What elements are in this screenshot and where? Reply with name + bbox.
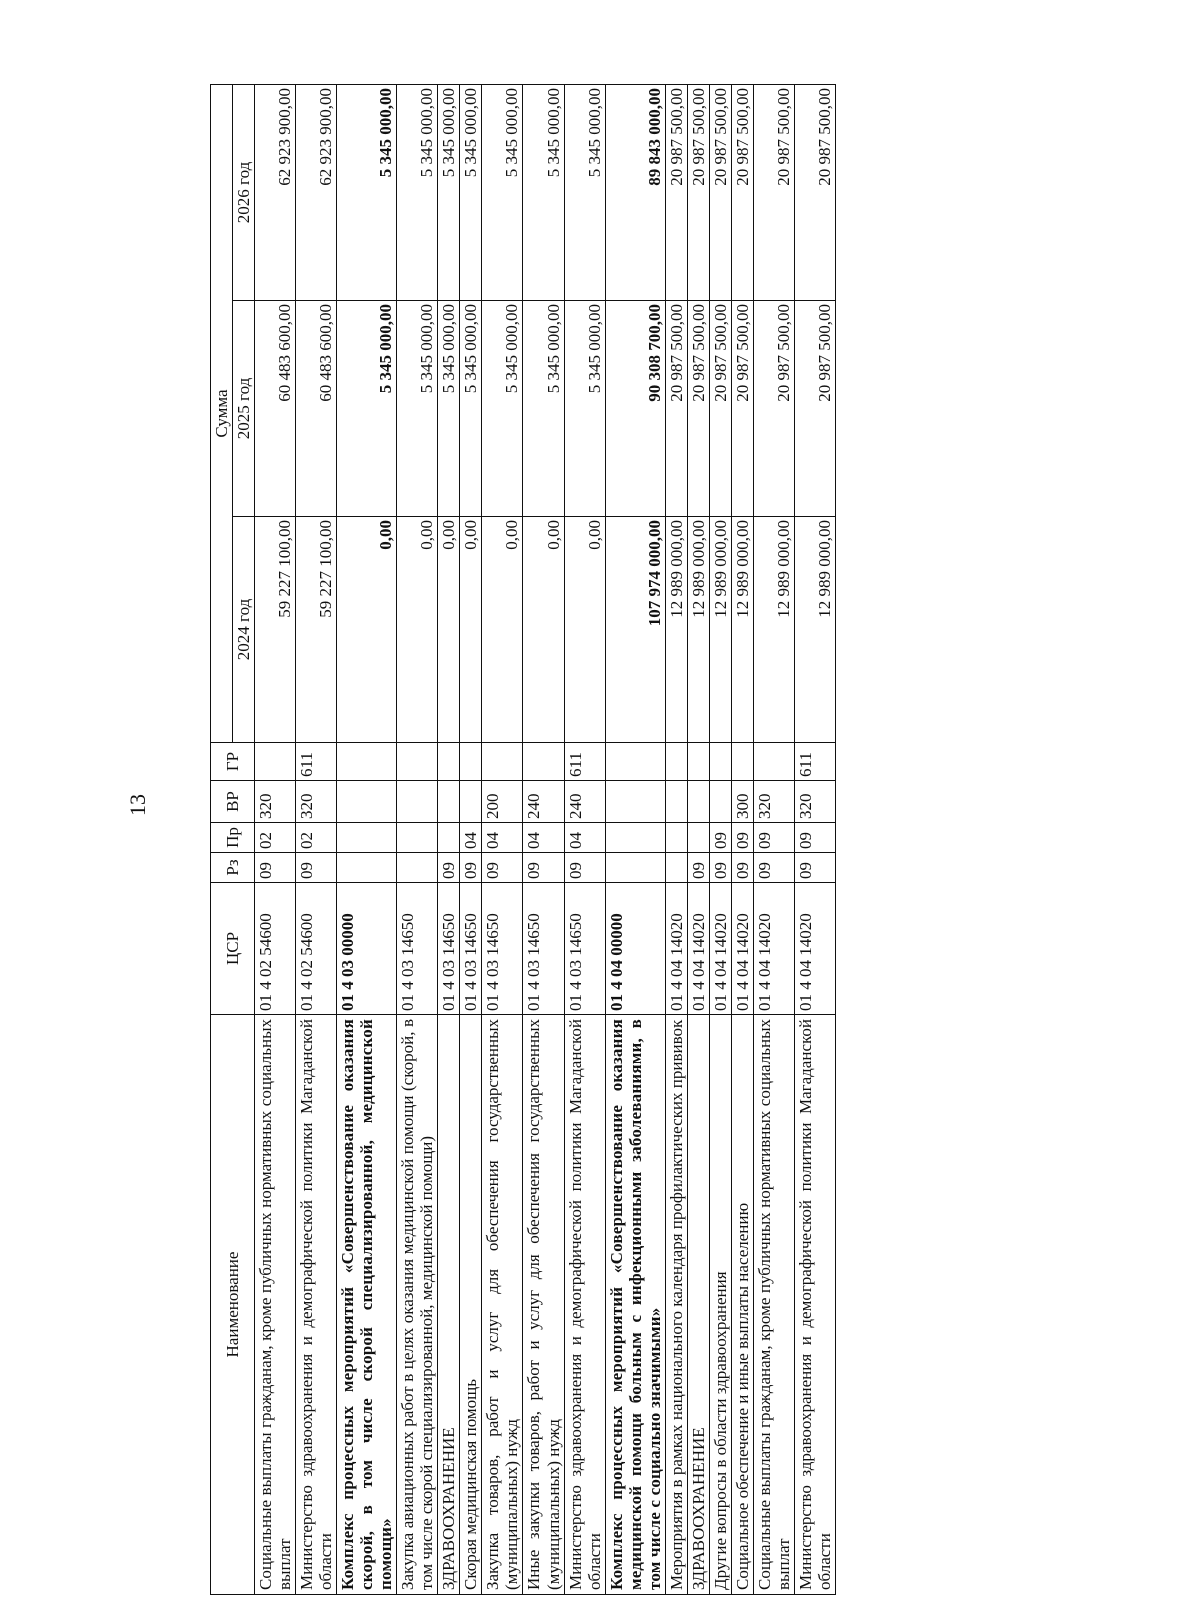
cell-2026: 20 987 500,00	[731, 85, 753, 301]
cell-rz: 09	[482, 853, 523, 883]
cell-gr	[482, 743, 523, 781]
cell-2025: 5 345 000,00	[564, 301, 605, 517]
cell-gr	[605, 743, 665, 781]
cell-pr	[438, 823, 460, 853]
table-row	[665, 85, 687, 1595]
cell-2024: 0,00	[337, 517, 397, 743]
cell-csr: 01 4 03 00000	[337, 883, 397, 1015]
cell-pr: 09	[794, 823, 835, 853]
cell-name: Министерство здравоохранения и демографической политики Магаданской области	[564, 1015, 605, 1595]
cell-name: Социальные выплаты гражданам, кроме публичных нормативных социальных выплат	[753, 1015, 794, 1595]
cell-rz: 09	[753, 853, 794, 883]
cell-pr	[605, 823, 665, 853]
cell-gr	[687, 743, 709, 781]
cell-2024: 12 989 000,00	[753, 517, 794, 743]
cell-2026: 20 987 500,00	[687, 85, 709, 301]
cell-2025: 20 987 500,00	[753, 301, 794, 517]
cell-pr	[665, 823, 687, 853]
cell-gr	[665, 743, 687, 781]
cell-csr: 01 4 02 54600	[255, 883, 296, 1015]
cell-2024: 107 974 000,00	[605, 517, 665, 743]
cell-csr: 01 4 04 14020	[687, 883, 709, 1015]
cell-2024: 0,00	[523, 517, 564, 743]
cell-vr	[709, 781, 731, 823]
cell-pr: 04	[564, 823, 605, 853]
cell-gr	[460, 743, 482, 781]
cell-2026: 5 345 000,00	[564, 85, 605, 301]
cell-2026: 20 987 500,00	[709, 85, 731, 301]
table-row	[687, 85, 709, 1595]
table-row	[438, 85, 460, 1595]
cell-name: Министерство здравоохранения и демографической политики Магаданской области	[794, 1015, 835, 1595]
page-number: 13	[125, 794, 150, 816]
cell-2026: 5 345 000,00	[523, 85, 564, 301]
table-row	[482, 85, 523, 1595]
cell-name: Закупка товаров, работ и услуг для обеспечения государственных (муниципальных) нужд	[482, 1015, 523, 1595]
cell-vr	[665, 781, 687, 823]
cell-2024: 12 989 000,00	[687, 517, 709, 743]
header-year-2025: 2025 год	[233, 301, 255, 517]
header-year-2024: 2024 год	[233, 517, 255, 743]
cell-2026: 5 345 000,00	[460, 85, 482, 301]
cell-vr: 320	[255, 781, 296, 823]
table-row	[255, 85, 296, 1595]
table-row	[564, 85, 605, 1595]
cell-2026: 5 345 000,00	[482, 85, 523, 301]
cell-vr: 320	[753, 781, 794, 823]
cell-2025: 5 345 000,00	[337, 301, 397, 517]
cell-csr: 01 4 03 14650	[482, 883, 523, 1015]
cell-csr: 01 4 03 14650	[397, 883, 438, 1015]
cell-pr	[687, 823, 709, 853]
cell-name: ЗДРАВООХРАНЕНИЕ	[438, 1015, 460, 1595]
cell-csr: 01 4 03 14650	[460, 883, 482, 1015]
cell-rz: 09	[794, 853, 835, 883]
cell-name: Иные закупки товаров, работ и услуг для обеспечения государственных (муниципальных) нужд	[523, 1015, 564, 1595]
cell-rz: 09	[438, 853, 460, 883]
table-row	[794, 85, 835, 1595]
cell-rz: 09	[523, 853, 564, 883]
cell-2026: 89 843 000,00	[605, 85, 665, 301]
cell-pr: 04	[482, 823, 523, 853]
rotated-budget-table-container	[210, 85, 1094, 1595]
cell-2024: 0,00	[482, 517, 523, 743]
cell-2025: 90 308 700,00	[605, 301, 665, 517]
header-row-top	[211, 85, 233, 1595]
cell-vr	[337, 781, 397, 823]
table-row	[397, 85, 438, 1595]
cell-name: Мероприятия в рамках национального календаря профилактических прививок	[665, 1015, 687, 1595]
table-row	[337, 85, 397, 1595]
table-body	[255, 85, 836, 1595]
cell-2025: 5 345 000,00	[438, 301, 460, 517]
cell-pr: 04	[460, 823, 482, 853]
header-pr: Пр	[211, 823, 255, 853]
cell-pr: 02	[255, 823, 296, 853]
cell-2025: 5 345 000,00	[482, 301, 523, 517]
cell-gr: 611	[296, 743, 337, 781]
table-row	[753, 85, 794, 1595]
cell-gr	[438, 743, 460, 781]
header-rz: Рз	[211, 853, 255, 883]
cell-rz: 09	[687, 853, 709, 883]
cell-name: Социальные выплаты гражданам, кроме публичных нормативных социальных выплат	[255, 1015, 296, 1595]
table-row	[605, 85, 665, 1595]
cell-vr: 200	[482, 781, 523, 823]
header-sum: Сумма	[211, 85, 233, 743]
cell-2025: 60 483 600,00	[296, 301, 337, 517]
cell-2025: 5 345 000,00	[460, 301, 482, 517]
table-row	[460, 85, 482, 1595]
cell-csr: 01 4 04 14020	[731, 883, 753, 1015]
cell-2026: 5 345 000,00	[337, 85, 397, 301]
cell-pr: 09	[709, 823, 731, 853]
cell-pr: 09	[731, 823, 753, 853]
cell-2026: 5 345 000,00	[397, 85, 438, 301]
cell-gr	[337, 743, 397, 781]
cell-rz	[337, 853, 397, 883]
cell-gr	[523, 743, 564, 781]
cell-2025: 20 987 500,00	[687, 301, 709, 517]
header-csr: ЦСР	[211, 883, 255, 1015]
cell-pr: 04	[523, 823, 564, 853]
cell-name: Министерство здравоохранения и демографической политики Магаданской области	[296, 1015, 337, 1595]
cell-gr	[397, 743, 438, 781]
cell-csr: 01 4 03 14650	[523, 883, 564, 1015]
budget-table	[210, 84, 836, 1595]
cell-2025: 20 987 500,00	[794, 301, 835, 517]
cell-vr: 320	[296, 781, 337, 823]
cell-vr	[438, 781, 460, 823]
cell-2025: 20 987 500,00	[709, 301, 731, 517]
cell-2024: 59 227 100,00	[255, 517, 296, 743]
cell-csr: 01 4 04 00000	[605, 883, 665, 1015]
cell-name: Комплекс процессных мероприятий «Совершенствование оказания медицинской помощи больным с инфекционными заболеваниями, в том числе с социально значимыми»	[605, 1015, 665, 1595]
cell-2024: 12 989 000,00	[709, 517, 731, 743]
cell-2024: 0,00	[460, 517, 482, 743]
cell-name: Скорая медицинская помощь	[460, 1015, 482, 1595]
cell-rz: 09	[564, 853, 605, 883]
cell-vr: 240	[564, 781, 605, 823]
header-name: Наименование	[211, 1015, 255, 1595]
cell-name: Социальное обеспечение и иные выплаты населению	[731, 1015, 753, 1595]
table-row	[731, 85, 753, 1595]
cell-vr: 320	[794, 781, 835, 823]
cell-2024: 0,00	[438, 517, 460, 743]
cell-2026: 62 923 900,00	[296, 85, 337, 301]
cell-vr	[460, 781, 482, 823]
header-vr: ВР	[211, 781, 255, 823]
cell-2024: 0,00	[397, 517, 438, 743]
cell-2024: 12 989 000,00	[794, 517, 835, 743]
cell-vr: 300	[731, 781, 753, 823]
cell-csr: 01 4 04 14020	[794, 883, 835, 1015]
cell-vr	[397, 781, 438, 823]
cell-csr: 01 4 04 14020	[709, 883, 731, 1015]
cell-2024: 12 989 000,00	[665, 517, 687, 743]
cell-2024: 0,00	[564, 517, 605, 743]
cell-vr	[687, 781, 709, 823]
cell-pr	[337, 823, 397, 853]
cell-gr	[709, 743, 731, 781]
table-row	[709, 85, 731, 1595]
cell-gr: 611	[794, 743, 835, 781]
cell-2024: 12 989 000,00	[731, 517, 753, 743]
cell-csr: 01 4 03 14650	[564, 883, 605, 1015]
cell-2026: 5 345 000,00	[438, 85, 460, 301]
cell-gr: 611	[564, 743, 605, 781]
cell-2026: 62 923 900,00	[255, 85, 296, 301]
cell-pr: 02	[296, 823, 337, 853]
cell-name: Комплекс процессных мероприятий «Совершенствование оказания скорой, в том числе скорой специализированной, медицинской помощи»	[337, 1015, 397, 1595]
cell-rz	[397, 853, 438, 883]
cell-pr	[397, 823, 438, 853]
cell-name: Другие вопросы в области здравоохранения	[709, 1015, 731, 1595]
cell-csr: 01 4 04 14020	[753, 883, 794, 1015]
cell-gr	[731, 743, 753, 781]
cell-rz: 09	[731, 853, 753, 883]
cell-2026: 20 987 500,00	[794, 85, 835, 301]
cell-gr	[255, 743, 296, 781]
cell-rz: 09	[255, 853, 296, 883]
cell-gr	[753, 743, 794, 781]
cell-pr: 09	[753, 823, 794, 853]
cell-csr: 01 4 04 14020	[665, 883, 687, 1015]
cell-csr: 01 4 02 54600	[296, 883, 337, 1015]
cell-2026: 20 987 500,00	[753, 85, 794, 301]
cell-2025: 5 345 000,00	[397, 301, 438, 517]
header-year-2026: 2026 год	[233, 85, 255, 301]
table-row	[523, 85, 564, 1595]
cell-2025: 5 345 000,00	[523, 301, 564, 517]
header-gr: ГР	[211, 743, 255, 781]
cell-rz: 09	[460, 853, 482, 883]
cell-2025: 60 483 600,00	[255, 301, 296, 517]
cell-rz: 09	[296, 853, 337, 883]
cell-rz: 09	[709, 853, 731, 883]
cell-2025: 20 987 500,00	[665, 301, 687, 517]
cell-vr: 240	[523, 781, 564, 823]
cell-2024: 59 227 100,00	[296, 517, 337, 743]
cell-rz	[605, 853, 665, 883]
cell-csr: 01 4 03 14650	[438, 883, 460, 1015]
cell-rz	[665, 853, 687, 883]
cell-name: ЗДРАВООХРАНЕНИЕ	[687, 1015, 709, 1595]
cell-2026: 20 987 500,00	[665, 85, 687, 301]
cell-vr	[605, 781, 665, 823]
table-row	[296, 85, 337, 1595]
cell-2025: 20 987 500,00	[731, 301, 753, 517]
cell-name: Закупка авиационных работ в целях оказания медицинской помощи (скорой, в том числе скорой специализированной, медицинской помощи)	[397, 1015, 438, 1595]
